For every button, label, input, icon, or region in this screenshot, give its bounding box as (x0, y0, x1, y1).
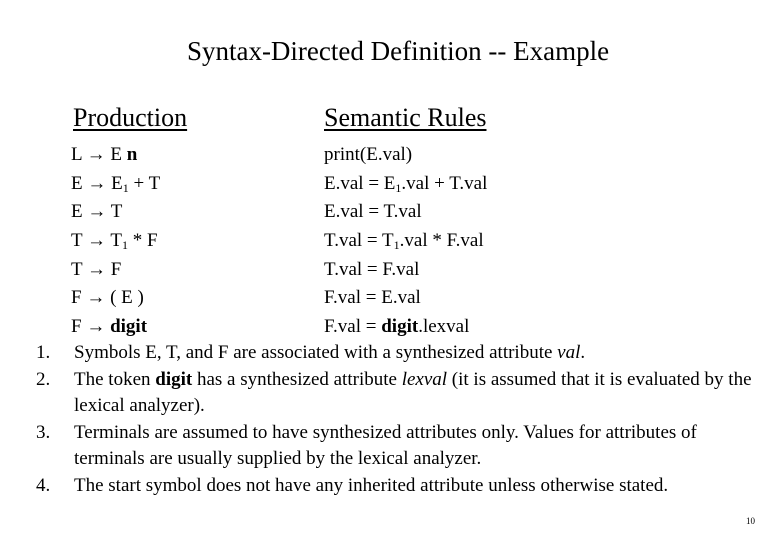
note-text: Terminals are assumed to have synthesized attributes only. Values for attributes of terminals are usually supplied by the lexical analyzer. (74, 421, 697, 469)
note-text: The token digit has a synthesized attribute lexval (it is assumed that it is evaluated by the lexical analyzer). (74, 368, 752, 416)
note-number: 4. (36, 474, 51, 496)
production-cell: E → T (71, 201, 123, 223)
production-cell: $T \to T_1 * F$ (71, 230, 158, 253)
notes-list (0, 340, 780, 499)
production-cell: $E \to E_1 + T$ (71, 172, 161, 195)
note-item (0, 367, 780, 420)
semantic-rule-cell: $E.val = E_1.val + T.val$ (324, 172, 488, 195)
semantic-rule-cell: F.val = E.val (324, 287, 421, 309)
note-text: The start symbol does not have any inherited attribute unless otherwise stated. (74, 474, 669, 496)
semantic-rule-cell: $T.val = T_1.val * F.val$ (324, 230, 484, 253)
production-header: Production (73, 103, 188, 132)
note-item (0, 340, 780, 367)
note-number: 2. (36, 368, 51, 390)
production-cell: L → E n (71, 144, 138, 165)
slide-title: Syntax-Directed Definition -- Example (186, 36, 610, 66)
production-cell: T → F (71, 258, 122, 280)
note-number: 3. (36, 421, 51, 443)
semantic-rule-cell: T.val = F.val (324, 258, 420, 280)
note-item (0, 473, 780, 500)
note-number: 1. (36, 342, 51, 363)
note-text: Symbols E, T, and F are associated with a synthesized attribute val. (74, 342, 586, 363)
semantic-rules-header: Semantic Rules (324, 103, 487, 132)
note-item (0, 420, 780, 473)
semantic-rule-cell: print(E.val) (324, 144, 413, 165)
production-cell: F → ( E ) (71, 287, 144, 309)
production-cell: F → digit (71, 316, 148, 338)
semantic-rule-cell: F.val = digit.lexval (324, 316, 470, 338)
page-number: 10 (746, 516, 755, 526)
semantic-rule-cell: E.val = T.val (324, 201, 422, 223)
